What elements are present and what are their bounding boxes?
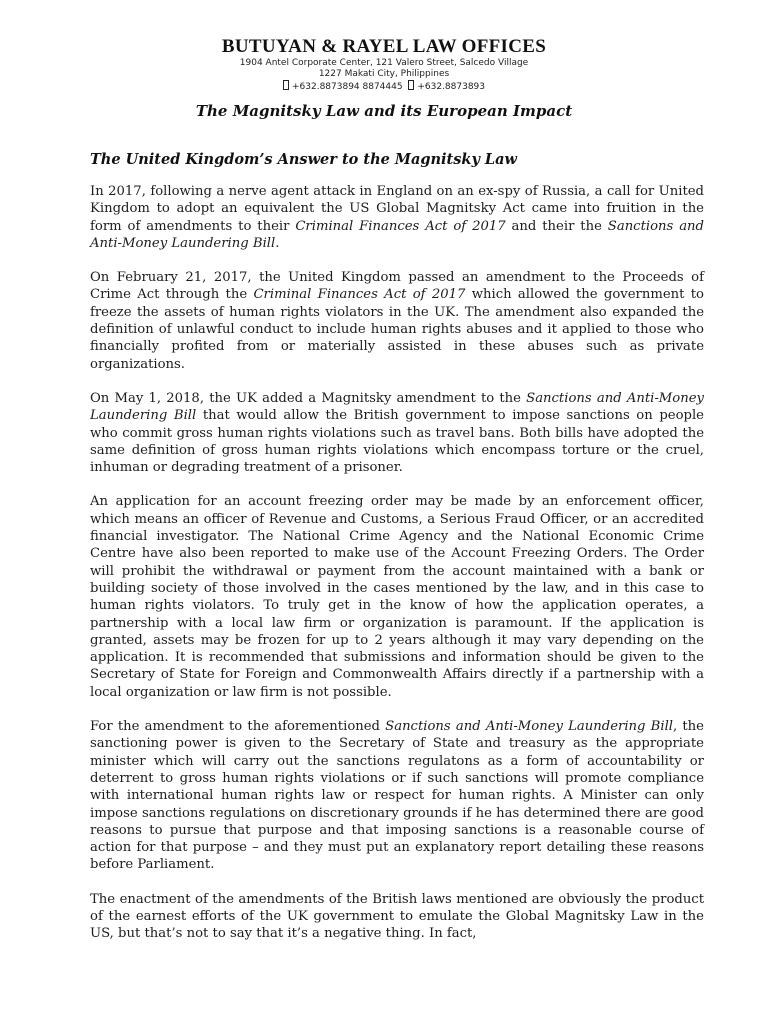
italic-run: Sanctions and Anti-Money Laundering Bill [385, 719, 674, 735]
paragraph-5 [90, 718, 704, 874]
text-run: The enactment of the amendments of the British laws mentioned are obviously the product of the earnest efforts of the UK government to emulate the Global Magnitsky Law in the US, but that’s not to say that it’s a negative thing. In fact, [90, 891, 704, 942]
fax-number: +632.8873893 [417, 82, 485, 92]
phone-icon [283, 80, 289, 90]
paragraph-4 [90, 493, 704, 701]
text-run: For the amendment to the aforementioned [90, 719, 386, 735]
document-title: The Magnitsky Law and its European Impact [195, 102, 573, 120]
text-run: , the sanctioning power is given to the Secretary of State and treasury as the appropriate minister which will carry out the sanctions regulatons as a form of accountability or deterrent to gross human rights violations or if such sanctions will promote compliance with international human rights law or respect for human rights. A Minister can only impose sanctions regulations on discretionary grounds if he has determined there are good reasons to pursue that purpose and that imposing sanctions is a reasonable course of action for that purpose – and they must put an explanatory report detailing these reasons before Parliament. [90, 719, 704, 873]
paragraph-2 [90, 269, 704, 373]
address-line-1: 1904 Antel Corporate Center, 121 Valero Street, Salcedo Village [239, 58, 529, 68]
paragraph-3 [90, 390, 704, 476]
italic-run: Sanctions and Anti-Money Laundering Bill [90, 390, 704, 424]
text-run: that would allow the British government to impose sanctions on people who commit gross human rights violations such as travel bans. Both bills have adopted the same definition of gross human rights violations which encompass torture or the cruel, inhuman or degrading treatment of a prisoner. [90, 408, 704, 476]
section-heading: The United Kingdom’s Answer to the Magnitsky Law [90, 151, 517, 168]
text-run: . [275, 235, 280, 251]
fax-icon [408, 80, 414, 90]
address-line-2: 1227 Makati City, Philippines [318, 69, 450, 79]
firm-name: BUTUYAN & RAYEL LAW OFFICES [221, 36, 547, 57]
text-run: An application for an account freezing order may be made by an enforcement officer, which means an officer of Revenue and Customs, a Serious Fraud Officer, or an accredited financial investigator. The National Crime Agency and the National Economic Crime Centre have also been reported to make use of the Account Freezing Orders. The Order will prohibit the withdrawal or payment from the account maintained with a bank or building society of those involved in the cases mentioned by the law, and in this case to human rights violators. To truly get in the know of how the application operates, a partnership with a local law firm or organization is paramount. If the application is granted, assets may be frozen for up to 2 years although it may vary depending on the application. It is recommended that submissions and information should be given to the Secretary of State for Foreign and Commonwealth Affairs directly if a partnership with a local organization or law firm is not possible. [90, 494, 704, 700]
text-run: and their the [505, 218, 608, 234]
text-run: On May 1, 2018, the UK added a Magnitsky amendment to the [90, 390, 527, 406]
italic-run: Criminal Finances Act of 2017 [295, 218, 506, 234]
text-run: which allowed the government to freeze the assets of human rights violators in the UK. The amendment also expanded the definition of unlawful conduct to include human rights abuses and it applied to those who financially profited from or materially assisted in these abuses such as private organizations. [90, 287, 704, 372]
letterhead [0, 36, 768, 93]
document-body [90, 150, 704, 960]
italic-run: Criminal Finances Act of 2017 [253, 287, 466, 303]
contact-line [0, 80, 768, 93]
text-run: In 2017, following a nerve agent attack in England on an ex-spy of Russia, a call for United Kingdom to adopt an equivalent the US Global Magnitsky Act came into fruition in the form of amendments to their [90, 184, 704, 234]
paragraph-1 [90, 183, 704, 252]
paragraph-6 [90, 891, 704, 943]
text-run: On February 21, 2017, the United Kingdom passed an amendment to the Proceeds of Crime Act through the [90, 270, 704, 303]
phone-number: +632.8873894 8874445 [291, 82, 403, 92]
italic-run: Sanctions and Anti-Money Laundering Bill [90, 218, 704, 251]
